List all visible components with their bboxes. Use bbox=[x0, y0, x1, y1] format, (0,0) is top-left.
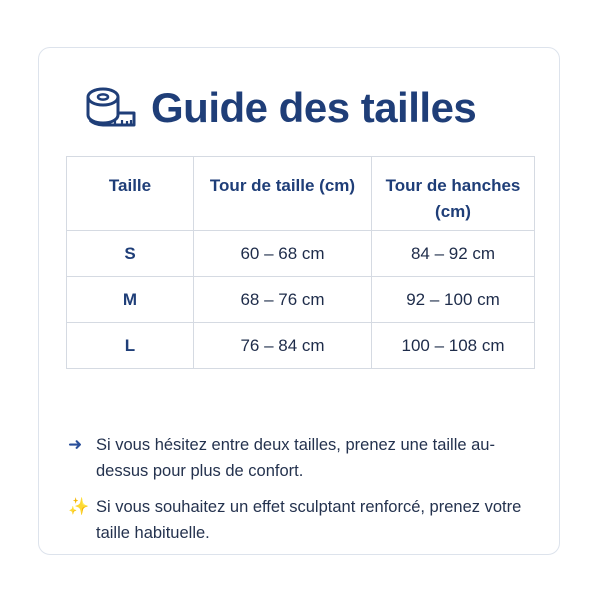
hips-cell: 100 – 108 cm bbox=[372, 323, 535, 369]
header-size: Taille bbox=[67, 157, 194, 231]
table-row bbox=[67, 323, 535, 369]
table-row bbox=[67, 231, 535, 277]
size-guide-header bbox=[85, 80, 476, 136]
hips-cell: 92 – 100 cm bbox=[372, 277, 535, 323]
tip-text: Si vous hésitez entre deux tailles, prenez une taille au-dessus pour plus de confort. bbox=[96, 436, 495, 480]
tip-item bbox=[68, 432, 538, 484]
table-row bbox=[67, 277, 535, 323]
waist-cell: 76 – 84 cm bbox=[194, 323, 372, 369]
measuring-tape-icon bbox=[85, 85, 137, 131]
waist-cell: 60 – 68 cm bbox=[194, 231, 372, 277]
page-title: Guide des tailles bbox=[151, 84, 477, 131]
size-cell: M bbox=[67, 277, 194, 323]
tips-list bbox=[68, 432, 538, 556]
size-table bbox=[66, 156, 535, 369]
header-hips: Tour de hanches (cm) bbox=[372, 157, 535, 231]
tip-item bbox=[68, 494, 538, 546]
table-header-row bbox=[67, 157, 535, 231]
waist-cell: 68 – 76 cm bbox=[194, 277, 372, 323]
sparkles-icon: ✨ bbox=[68, 497, 90, 516]
header-waist: Tour de taille (cm) bbox=[194, 157, 372, 231]
arrow-right-icon: ➜ bbox=[68, 435, 83, 454]
size-cell: S bbox=[67, 231, 194, 277]
tip-text: Si vous souhaitez un effet sculptant renforcé, prenez votre taille habituelle. bbox=[96, 498, 522, 542]
hips-cell: 84 – 92 cm bbox=[372, 231, 535, 277]
size-cell: L bbox=[67, 323, 194, 369]
